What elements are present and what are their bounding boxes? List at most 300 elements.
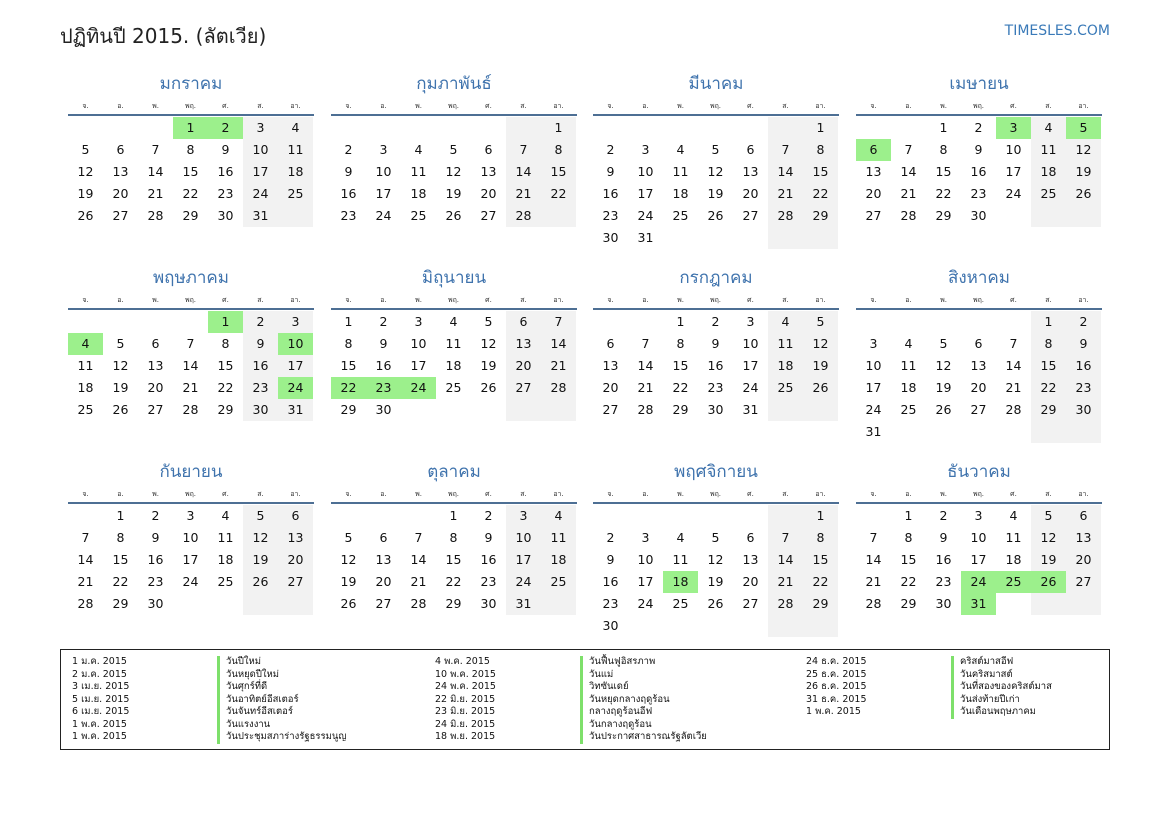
day-cell: 26 bbox=[112, 402, 129, 417]
day-cell: 4 bbox=[1031, 117, 1066, 139]
weekday-label: พ. bbox=[677, 296, 684, 304]
day-grid bbox=[593, 505, 839, 637]
day-cell: 13 bbox=[970, 358, 987, 373]
day-cell: 11 bbox=[410, 164, 427, 179]
empty-cell bbox=[1066, 421, 1101, 443]
day-cell: 22 bbox=[672, 380, 689, 395]
day-cell: 12 bbox=[707, 552, 724, 567]
day-cell: 2 bbox=[606, 142, 615, 157]
empty-cell bbox=[733, 505, 768, 527]
empty-cell bbox=[803, 399, 838, 421]
day-cell: 22 bbox=[1031, 377, 1066, 399]
day-cell: 10 bbox=[1005, 142, 1022, 157]
day-cell: 12 bbox=[112, 358, 129, 373]
day-cell: 8 bbox=[676, 336, 685, 351]
day-cell: 28 bbox=[768, 205, 803, 227]
holiday-date: 4 พ.ค. 2015 bbox=[435, 656, 490, 667]
day-cell: 29 bbox=[445, 596, 462, 611]
day-cell: 15 bbox=[182, 164, 199, 179]
empty-cell bbox=[103, 311, 138, 333]
holiday-date: 6 เม.ย. 2015 bbox=[72, 706, 130, 717]
weekday-label: อ. bbox=[380, 296, 387, 304]
day-cell: 19 bbox=[243, 549, 278, 571]
weekday-label: อ. bbox=[117, 490, 124, 498]
day-cell: 31 bbox=[961, 593, 996, 615]
empty-cell bbox=[541, 399, 576, 421]
day-cell: 2 bbox=[243, 311, 278, 333]
weekday-label: ศ. bbox=[485, 490, 492, 498]
day-cell: 14 bbox=[1005, 358, 1022, 373]
day-cell: 1 bbox=[344, 314, 353, 329]
empty-cell bbox=[593, 117, 628, 139]
weekday-label: อา. bbox=[553, 490, 564, 498]
holiday-date: 24 ธ.ค. 2015 bbox=[806, 656, 867, 667]
empty-cell bbox=[961, 421, 996, 443]
day-cell: 6 bbox=[606, 336, 615, 351]
day-cell: 5 bbox=[116, 336, 125, 351]
weekday-header bbox=[331, 486, 577, 504]
day-cell: 31 bbox=[637, 230, 654, 245]
day-cell: 4 bbox=[278, 117, 313, 139]
weekday-label: จ. bbox=[82, 296, 89, 304]
weekday-label: ส. bbox=[782, 490, 789, 498]
day-cell: 25 bbox=[996, 571, 1031, 593]
day-cell: 10 bbox=[742, 336, 759, 351]
weekday-label: อ. bbox=[380, 102, 387, 110]
legend-row bbox=[72, 669, 346, 682]
day-cell: 21 bbox=[506, 183, 541, 205]
day-cell: 17 bbox=[1005, 164, 1022, 179]
legend-row bbox=[435, 706, 707, 719]
day-cell: 6 bbox=[484, 142, 493, 157]
empty-cell bbox=[628, 505, 663, 527]
holiday-date: 5 เม.ย. 2015 bbox=[72, 693, 130, 705]
legend-row bbox=[72, 656, 346, 669]
day-cell: 14 bbox=[77, 552, 94, 567]
day-cell: 16 bbox=[602, 186, 619, 201]
day-cell: 29 bbox=[217, 402, 234, 417]
weekday-label: พฤ. bbox=[972, 296, 985, 304]
day-cell: 8 bbox=[904, 530, 913, 545]
day-cell: 21 bbox=[182, 380, 199, 395]
empty-cell bbox=[926, 421, 961, 443]
legend-row bbox=[806, 669, 1052, 682]
day-cell: 16 bbox=[970, 164, 987, 179]
month-calendar bbox=[68, 264, 314, 421]
weekday-header bbox=[331, 98, 577, 116]
day-cell: 19 bbox=[112, 380, 129, 395]
holiday-date: 25 ธ.ค. 2015 bbox=[806, 668, 867, 680]
weekday-header bbox=[593, 98, 839, 116]
day-cell: 14 bbox=[506, 161, 541, 183]
day-cell: 24 bbox=[742, 380, 759, 395]
day-cell: 29 bbox=[340, 402, 357, 417]
day-cell: 19 bbox=[1066, 161, 1101, 183]
month-calendar bbox=[593, 458, 839, 637]
weekday-label: พฤ. bbox=[447, 490, 460, 498]
weekday-label: อา. bbox=[815, 102, 826, 110]
month-calendar bbox=[331, 264, 577, 421]
day-cell: 20 bbox=[742, 186, 759, 201]
weekday-label: อา. bbox=[1078, 296, 1089, 304]
day-cell: 1 bbox=[1031, 311, 1066, 333]
legend-row bbox=[435, 731, 707, 744]
weekday-label: พ. bbox=[940, 102, 947, 110]
weekday-label: จ. bbox=[607, 490, 614, 498]
holiday-date: 10 พ.ค. 2015 bbox=[435, 668, 496, 680]
day-cell: 21 bbox=[77, 574, 94, 589]
day-cell: 24 bbox=[961, 571, 996, 593]
day-cell: 13 bbox=[742, 552, 759, 567]
day-cell: 12 bbox=[340, 552, 357, 567]
day-cell: 28 bbox=[77, 596, 94, 611]
day-cell: 7 bbox=[506, 139, 541, 161]
day-cell: 28 bbox=[410, 596, 427, 611]
day-cell: 23 bbox=[217, 186, 234, 201]
site-link[interactable]: TIMESLES.COM bbox=[1004, 23, 1110, 39]
day-cell: 14 bbox=[637, 358, 654, 373]
day-cell: 23 bbox=[340, 208, 357, 223]
day-cell: 24 bbox=[637, 596, 654, 611]
day-cell: 17 bbox=[637, 186, 654, 201]
empty-cell bbox=[768, 399, 803, 421]
weekday-header bbox=[331, 292, 577, 310]
day-cell: 20 bbox=[742, 574, 759, 589]
day-cell: 5 bbox=[711, 142, 720, 157]
day-cell: 1 bbox=[208, 311, 243, 333]
weekday-label: ส. bbox=[1045, 490, 1052, 498]
day-cell: 19 bbox=[445, 186, 462, 201]
legend-row bbox=[435, 656, 707, 669]
empty-cell bbox=[471, 399, 506, 421]
empty-cell bbox=[803, 227, 838, 249]
day-cell: 6 bbox=[379, 530, 388, 545]
day-cell: 10 bbox=[970, 530, 987, 545]
holiday-name: วันแม่ bbox=[580, 669, 613, 682]
legend-row bbox=[435, 719, 707, 732]
month-name: สิงหาคม bbox=[947, 268, 1010, 288]
day-cell: 1 bbox=[939, 120, 948, 135]
day-cell: 30 bbox=[147, 596, 164, 611]
day-cell: 7 bbox=[81, 530, 90, 545]
day-cell: 18 bbox=[278, 161, 313, 183]
day-cell: 5 bbox=[803, 311, 838, 333]
legend-column bbox=[806, 656, 1052, 719]
day-cell: 24 bbox=[182, 574, 199, 589]
day-cell: 16 bbox=[147, 552, 164, 567]
page-title: ปฏิทินปี 2015. (ลัตเวีย) bbox=[60, 24, 267, 48]
day-cell: 17 bbox=[278, 355, 313, 377]
empty-cell bbox=[891, 311, 926, 333]
day-cell: 27 bbox=[742, 596, 759, 611]
day-cell: 5 bbox=[939, 336, 948, 351]
empty-cell bbox=[628, 117, 663, 139]
day-cell: 29 bbox=[935, 208, 952, 223]
empty-cell bbox=[243, 593, 278, 615]
day-grid bbox=[856, 311, 1102, 443]
day-cell: 17 bbox=[506, 549, 541, 571]
day-cell: 26 bbox=[340, 596, 357, 611]
day-cell: 31 bbox=[865, 424, 882, 439]
day-cell: 27 bbox=[865, 208, 882, 223]
day-cell: 25 bbox=[672, 596, 689, 611]
day-cell: 9 bbox=[221, 142, 230, 157]
day-cell: 20 bbox=[602, 380, 619, 395]
empty-cell bbox=[68, 311, 103, 333]
day-cell: 19 bbox=[935, 380, 952, 395]
month-name: เมษายน bbox=[949, 74, 1009, 94]
empty-cell bbox=[366, 505, 401, 527]
weekday-label: อ. bbox=[905, 102, 912, 110]
holiday-name: กลางฤดูร้อนอีฟ bbox=[580, 706, 652, 719]
day-cell: 3 bbox=[641, 530, 650, 545]
weekday-label: ศ. bbox=[1010, 102, 1017, 110]
day-cell: 21 bbox=[865, 574, 882, 589]
holiday-name: วันปีใหม่ bbox=[217, 656, 261, 669]
empty-cell bbox=[663, 505, 698, 527]
day-cell: 14 bbox=[410, 552, 427, 567]
empty-cell bbox=[506, 399, 541, 421]
day-cell: 23 bbox=[970, 186, 987, 201]
empty-cell bbox=[698, 227, 733, 249]
empty-cell bbox=[628, 615, 663, 637]
weekday-label: พฤ. bbox=[447, 102, 460, 110]
day-cell: 6 bbox=[856, 139, 891, 161]
day-cell: 18 bbox=[1031, 161, 1066, 183]
day-cell: 15 bbox=[445, 552, 462, 567]
weekday-label: จ. bbox=[870, 102, 877, 110]
day-cell: 20 bbox=[970, 380, 987, 395]
weekday-label: ศ. bbox=[747, 490, 754, 498]
holiday-legend bbox=[60, 649, 1110, 750]
day-grid bbox=[856, 505, 1102, 615]
weekday-label: จ. bbox=[345, 490, 352, 498]
day-cell: 17 bbox=[410, 358, 427, 373]
empty-cell bbox=[173, 311, 208, 333]
weekday-header bbox=[68, 292, 314, 310]
month-name: กรกฎาคม bbox=[679, 268, 753, 288]
weekday-label: พฤ. bbox=[447, 296, 460, 304]
day-cell: 10 bbox=[243, 139, 278, 161]
weekday-label: จ. bbox=[345, 296, 352, 304]
day-cell: 12 bbox=[243, 527, 278, 549]
weekday-label: จ. bbox=[82, 490, 89, 498]
weekday-label: ศ. bbox=[222, 296, 229, 304]
weekday-header bbox=[68, 98, 314, 116]
day-cell: 3 bbox=[974, 508, 983, 523]
day-cell: 19 bbox=[340, 574, 357, 589]
day-cell: 17 bbox=[375, 186, 392, 201]
weekday-label: พฤ. bbox=[184, 296, 197, 304]
weekday-label: อ. bbox=[905, 490, 912, 498]
day-cell: 16 bbox=[480, 552, 497, 567]
day-cell: 26 bbox=[77, 208, 94, 223]
day-cell: 27 bbox=[742, 208, 759, 223]
day-cell: 5 bbox=[711, 530, 720, 545]
day-cell: 7 bbox=[151, 142, 160, 157]
day-cell: 31 bbox=[742, 402, 759, 417]
day-cell: 14 bbox=[900, 164, 917, 179]
day-cell: 27 bbox=[112, 208, 129, 223]
empty-cell bbox=[278, 205, 313, 227]
day-cell: 8 bbox=[541, 139, 576, 161]
day-cell: 24 bbox=[1005, 186, 1022, 201]
month-calendar bbox=[856, 70, 1102, 227]
day-cell: 22 bbox=[182, 186, 199, 201]
legend-row bbox=[72, 731, 346, 744]
empty-cell bbox=[768, 505, 803, 527]
day-cell: 17 bbox=[243, 161, 278, 183]
day-cell: 5 bbox=[243, 505, 278, 527]
weekday-label: อา. bbox=[1078, 102, 1089, 110]
day-cell: 15 bbox=[935, 164, 952, 179]
day-cell: 8 bbox=[1031, 333, 1066, 355]
weekday-label: จ. bbox=[607, 296, 614, 304]
day-cell: 23 bbox=[1066, 377, 1101, 399]
weekday-label: จ. bbox=[607, 102, 614, 110]
day-cell: 11 bbox=[1005, 530, 1022, 545]
day-cell: 22 bbox=[541, 183, 576, 205]
day-cell: 26 bbox=[480, 380, 497, 395]
day-cell: 14 bbox=[541, 333, 576, 355]
holiday-name: วันจันทร์อีสเตอร์ bbox=[217, 706, 293, 719]
day-cell: 3 bbox=[746, 314, 755, 329]
day-cell: 28 bbox=[182, 402, 199, 417]
holiday-date: 2 ม.ค. 2015 bbox=[72, 668, 127, 680]
day-cell: 6 bbox=[974, 336, 983, 351]
day-cell: 27 bbox=[480, 208, 497, 223]
empty-cell bbox=[663, 227, 698, 249]
day-cell: 9 bbox=[711, 336, 720, 351]
day-grid bbox=[331, 311, 577, 421]
day-cell: 7 bbox=[1009, 336, 1018, 351]
day-cell: 5 bbox=[1066, 117, 1101, 139]
day-cell: 24 bbox=[865, 402, 882, 417]
day-cell: 19 bbox=[480, 358, 497, 373]
empty-cell bbox=[1031, 421, 1066, 443]
weekday-label: อา. bbox=[815, 296, 826, 304]
day-cell: 2 bbox=[151, 508, 160, 523]
day-cell: 23 bbox=[366, 377, 401, 399]
day-grid bbox=[331, 505, 577, 615]
empty-cell bbox=[698, 615, 733, 637]
day-cell: 18 bbox=[541, 549, 576, 571]
day-cell: 4 bbox=[676, 142, 685, 157]
day-cell: 26 bbox=[803, 377, 838, 399]
day-cell: 16 bbox=[1066, 355, 1101, 377]
day-cell: 20 bbox=[112, 186, 129, 201]
weekday-label: พฤ. bbox=[709, 296, 722, 304]
day-cell: 16 bbox=[340, 186, 357, 201]
day-cell: 23 bbox=[707, 380, 724, 395]
month-name: กุมภาพันธ์ bbox=[416, 74, 492, 94]
day-cell: 20 bbox=[506, 355, 541, 377]
day-cell: 17 bbox=[970, 552, 987, 567]
day-cell: 28 bbox=[541, 377, 576, 399]
day-cell: 14 bbox=[865, 552, 882, 567]
day-cell: 1 bbox=[803, 505, 838, 527]
legend-row bbox=[72, 694, 346, 707]
day-cell: 28 bbox=[865, 596, 882, 611]
empty-cell bbox=[401, 505, 436, 527]
day-cell: 20 bbox=[278, 549, 313, 571]
empty-cell bbox=[173, 593, 208, 615]
day-cell: 16 bbox=[243, 355, 278, 377]
day-cell: 26 bbox=[243, 571, 278, 593]
holiday-date: 1 พ.ค. 2015 bbox=[806, 706, 861, 717]
day-cell: 4 bbox=[221, 508, 230, 523]
weekday-label: อา. bbox=[815, 490, 826, 498]
weekday-label: อ. bbox=[642, 296, 649, 304]
month-name: พฤศจิกายน bbox=[674, 462, 758, 482]
day-cell: 29 bbox=[182, 208, 199, 223]
day-cell: 7 bbox=[768, 527, 803, 549]
weekday-header bbox=[593, 486, 839, 504]
day-cell: 20 bbox=[375, 574, 392, 589]
day-cell: 14 bbox=[182, 358, 199, 373]
day-cell: 21 bbox=[1005, 380, 1022, 395]
month-name: มิถุนายน bbox=[421, 268, 487, 288]
empty-cell bbox=[436, 117, 471, 139]
legend-row bbox=[806, 681, 1052, 694]
empty-cell bbox=[401, 117, 436, 139]
day-cell: 3 bbox=[186, 508, 195, 523]
day-cell: 13 bbox=[480, 164, 497, 179]
empty-cell bbox=[278, 593, 313, 615]
day-cell: 21 bbox=[541, 355, 576, 377]
day-cell: 3 bbox=[278, 311, 313, 333]
day-cell: 26 bbox=[707, 208, 724, 223]
day-cell: 29 bbox=[672, 402, 689, 417]
day-cell: 17 bbox=[182, 552, 199, 567]
weekday-label: ส. bbox=[1045, 296, 1052, 304]
month-calendar bbox=[331, 70, 577, 227]
empty-cell bbox=[138, 311, 173, 333]
holiday-name: วันหยุดกลางฤดูร้อน bbox=[580, 694, 670, 707]
day-cell: 21 bbox=[147, 186, 164, 201]
empty-cell bbox=[663, 615, 698, 637]
holiday-name: วิทซันเดย์ bbox=[580, 681, 629, 694]
day-cell: 17 bbox=[742, 358, 759, 373]
weekday-label: จ. bbox=[82, 102, 89, 110]
day-cell: 9 bbox=[151, 530, 160, 545]
holiday-name: คริสต์มาสอีฟ bbox=[951, 656, 1013, 669]
day-cell: 28 bbox=[506, 205, 541, 227]
day-cell: 21 bbox=[900, 186, 917, 201]
day-cell: 13 bbox=[865, 164, 882, 179]
day-cell: 14 bbox=[147, 164, 164, 179]
empty-cell bbox=[68, 505, 103, 527]
weekday-label: พ. bbox=[677, 102, 684, 110]
day-cell: 4 bbox=[449, 314, 458, 329]
weekday-label: อา. bbox=[290, 296, 301, 304]
day-cell: 4 bbox=[414, 142, 423, 157]
day-cell: 9 bbox=[606, 552, 615, 567]
day-cell: 9 bbox=[484, 530, 493, 545]
day-cell: 7 bbox=[768, 139, 803, 161]
day-grid bbox=[68, 311, 314, 421]
day-cell: 11 bbox=[217, 530, 234, 545]
day-cell: 6 bbox=[506, 311, 541, 333]
day-cell: 8 bbox=[116, 530, 125, 545]
day-cell: 31 bbox=[278, 399, 313, 421]
day-cell: 24 bbox=[278, 377, 313, 399]
empty-cell bbox=[698, 117, 733, 139]
empty-cell bbox=[331, 505, 366, 527]
day-cell: 28 bbox=[1005, 402, 1022, 417]
day-cell: 6 bbox=[1066, 505, 1101, 527]
empty-cell bbox=[926, 311, 961, 333]
